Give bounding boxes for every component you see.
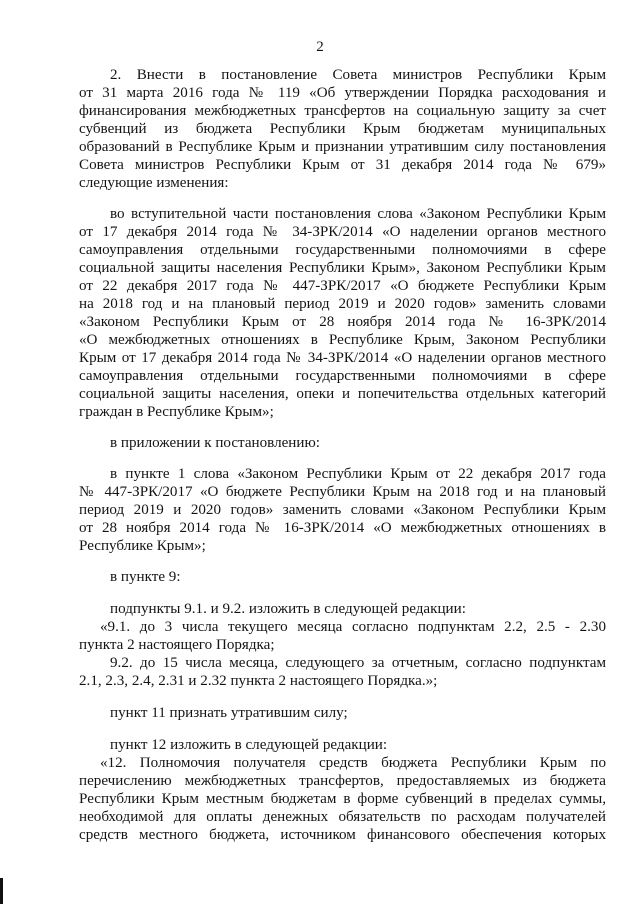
text-line: от 28 ноября 2014 года № 16-ЗРК/2014 «О межбюджетных отношениях в — [79, 520, 606, 536]
text-line: в приложении к постановлению: — [110, 435, 320, 451]
text-line: субвенций из бюджета Республики Крым бюджетам муниципальных — [79, 121, 606, 137]
text-line: «9.1. до 3 числа текущего месяца согласно подпунктам 2.2, 2.5 - 2.30 — [100, 619, 606, 635]
text-line: от 31 марта 2016 года № 119 «Об утверждении Порядка расходования и — [79, 85, 606, 101]
text-line: «О межбюджетных отношениях в Республике Крым, Законом Республики — [79, 332, 606, 348]
text-line: от 22 декабря 2017 года № 447-ЗРК/2017 «О бюджете Республики Крым — [79, 278, 606, 294]
text-line: самоуправления отдельными государственными полномочиями в сфере — [79, 242, 606, 258]
text-line: в пункте 1 слова «Законом Республики Крым от 22 декабря 2017 года — [110, 466, 606, 482]
text-line: от 17 декабря 2014 года № 34-ЗРК/2014 «О наделении органов местного — [79, 224, 606, 240]
text-line: 2.1, 2.3, 2.4, 2.31 и 2.32 пункта 2 настоящего Порядка.»; — [79, 673, 438, 689]
text-line: Крым от 17 декабря 2014 года № 34-ЗРК/2014 «О наделении органов местного — [79, 350, 606, 366]
text-line: Республике Крым»; — [79, 538, 206, 554]
text-line: самоуправления отдельными государственными полномочиями в сфере — [79, 368, 606, 384]
text-line: период 2019 и 2020 годов» заменить словами «Законом Республики Крым — [79, 502, 606, 518]
text-line: подпункты 9.1. и 9.2. изложить в следующей редакции: — [110, 601, 466, 617]
text-line: граждан в Республике Крым»; — [79, 404, 274, 420]
text-line: пункт 11 признать утратившим силу; — [110, 705, 348, 721]
text-line: следующие изменения: — [79, 175, 229, 191]
text-line: финансирования межбюджетных трансфертов на социальную защиту за счет — [79, 103, 606, 119]
page-number: 2 — [316, 39, 324, 55]
text-line: пункт 12 изложить в следующей редакции: — [110, 737, 388, 753]
text-line: социальной защиты населения, опеки и попечительства отдельных категорий — [79, 386, 606, 402]
text-line: на 2018 год и на плановый период 2019 и 2020 годов» заменить словами — [79, 296, 606, 312]
text-line: социальной защиты населения Республики Крым», Законом Республики Крым — [79, 260, 606, 276]
text-line: образований в Республике Крым и признании утратившим силу постановления — [79, 139, 606, 155]
text-line: Совета министров Республики Крым от 31 декабря 2014 года № 679» — [79, 157, 606, 173]
text-line: «12. Полномочия получателя средств бюджета Республики Крым по — [100, 755, 606, 771]
text-line: Республики Крым местным бюджетам в форме субвенций в пределах суммы, — [79, 791, 606, 807]
text-line: «Законом Республики Крым от 28 ноября 2014 года № 16-ЗРК/2014 — [79, 314, 606, 330]
text-line: во вступительной части постановления слова «Законом Республики Крым — [110, 206, 606, 222]
text-line: в пункте 9: — [110, 569, 181, 585]
text-line: № 447-ЗРК/2017 «О бюджете Республики Крым на 2018 год и на плановый — [79, 484, 606, 500]
text-line: 2. Внести в постановление Совета министров Республики Крым — [110, 67, 606, 83]
text-line: средств местного бюджета, источником финансового обеспечения которых — [79, 827, 606, 843]
text-line: необходимой для оплаты денежных обязательств по расходам получателей — [79, 809, 606, 825]
text-line: 9.2. до 15 числа месяца, следующего за отчетным, согласно подпунктам — [110, 655, 606, 671]
text-line: пункта 2 настоящего Порядка; — [79, 637, 275, 653]
text-line: перечислению межбюджетных трансфертов, предоставляемых из бюджета — [79, 773, 606, 789]
scan-edge-mark — [0, 878, 3, 904]
